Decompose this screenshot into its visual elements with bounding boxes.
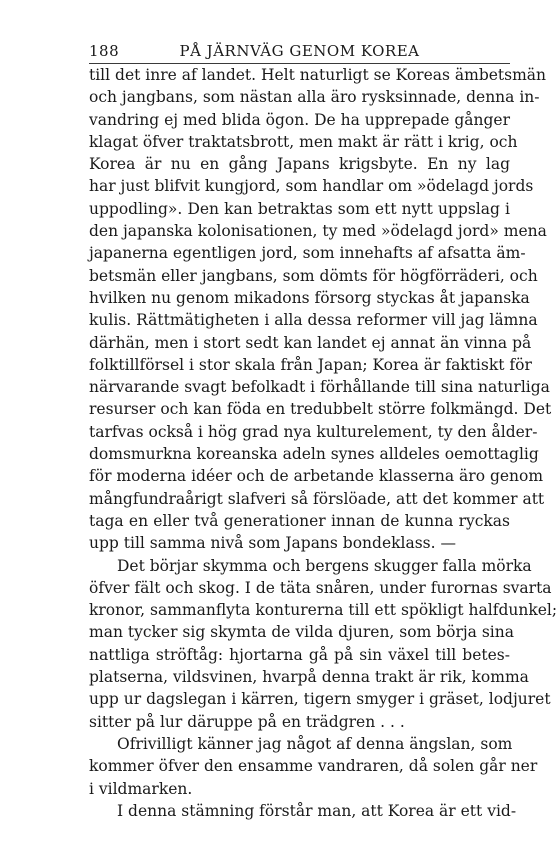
text-line: folktillförsel i stor skala från Japan; Korea är faktiskt för: [89, 355, 532, 374]
text-line: och jangbans, som nästan alla äro rysksinnade, denna in-: [89, 88, 540, 107]
text-line: har just blifvit kungjord, som handlar om »ödelagd jords: [89, 177, 534, 196]
text-line: den japanska kolonisationen, ty med »ödelagd jord» mena: [89, 222, 547, 241]
page-header: [89, 42, 510, 64]
text-line: mångfundraårigt slafveri så förslöade, att det kommer att: [89, 489, 545, 508]
text-line: betsmän eller jangbans, som dömts för högförräderi, och: [89, 266, 538, 285]
text-line: man tycker sig skymta de vilda djuren, som börja sina: [89, 623, 514, 642]
text-line: I denna stämning förstår man, att Korea är ett vid-: [117, 801, 517, 820]
text-line: till det inre af landet. Helt naturligt se Koreas ämbetsmän: [89, 66, 547, 84]
text-line: resurser och kan föda en tredubbelt större folkmängd. Det: [89, 400, 552, 419]
text-line: Korea är nu en gång Japans krigsbyte. En ny lag: [89, 155, 510, 174]
text-line: vandring ej med blida ögon. De ha upprepade gånger: [89, 110, 510, 129]
text-line: öfver fält och skog. I de täta snåren, under furornas svarta: [89, 578, 552, 597]
text-line: kommer öfver den ensamme vandraren, då solen går ner: [89, 757, 538, 776]
text-line: hvilken nu genom mikadons försorg styckas åt japanska: [89, 288, 530, 307]
text-line: japanerna egentligen jord, som innehafts af afsatta äm-: [89, 244, 526, 263]
text-line: därhän, men i stort sedt kan landet ej annat än vinna på: [89, 333, 532, 352]
paragraph: [89, 800, 517, 822]
text-line: tarfvas också i hög grad nya kulturelement, ty den ålder-: [89, 422, 538, 441]
text-line: närvarande svagt befolkadt i förhållande till sina naturliga: [89, 378, 550, 397]
text-line: upp ur dagslegan i kärren, tigern smyger i gräset, lodjuret: [89, 690, 551, 709]
text-line: nattliga ströftåg: hjortarna gå på sin växel till betes-: [89, 645, 510, 664]
text-line: domsmurkna koreanska adeln synes alldeles oemottaglig: [89, 445, 539, 464]
paragraph: [89, 64, 552, 555]
page-number: 188: [89, 42, 120, 60]
text-line: kronor, sammanflyta konturerna till ett spökligt halfdunkel;: [89, 601, 558, 620]
text-line: för moderna idéer och de arbetande klasserna äro genom: [89, 467, 544, 486]
text-line: sitter på lur däruppe på en trädgren . . .: [89, 712, 405, 731]
text-line: klagat öfver traktatsbrott, men makt är rätt i krig, och: [89, 132, 518, 151]
text-line: Ofrivilligt känner jag något af denna ängslan, som: [117, 734, 513, 753]
text-line: Det börjar skymma och bergens skugger falla mörka: [117, 556, 532, 575]
text-line: i vildmarken.: [89, 779, 193, 798]
text-line: platserna, vildsvinen, hvarpå denna trakt är rik, komma: [89, 668, 529, 687]
running-head: PÅ JÄRNVÄG GENOM KOREA: [179, 42, 420, 60]
paragraph: [89, 555, 558, 733]
text-line: uppodling». Den kan betraktas som ett nytt uppslag i: [89, 199, 510, 218]
text-line: taga en eller två generationer innan de kunna ryckas: [89, 511, 510, 530]
paragraph: [89, 733, 538, 800]
text-line: kulis. Rättmätigheten i alla dessa reformer vill jag lämna: [89, 311, 538, 330]
text-line: upp till samma nivå som Japans bondeklass. —: [89, 534, 456, 553]
body-text: [89, 64, 558, 822]
